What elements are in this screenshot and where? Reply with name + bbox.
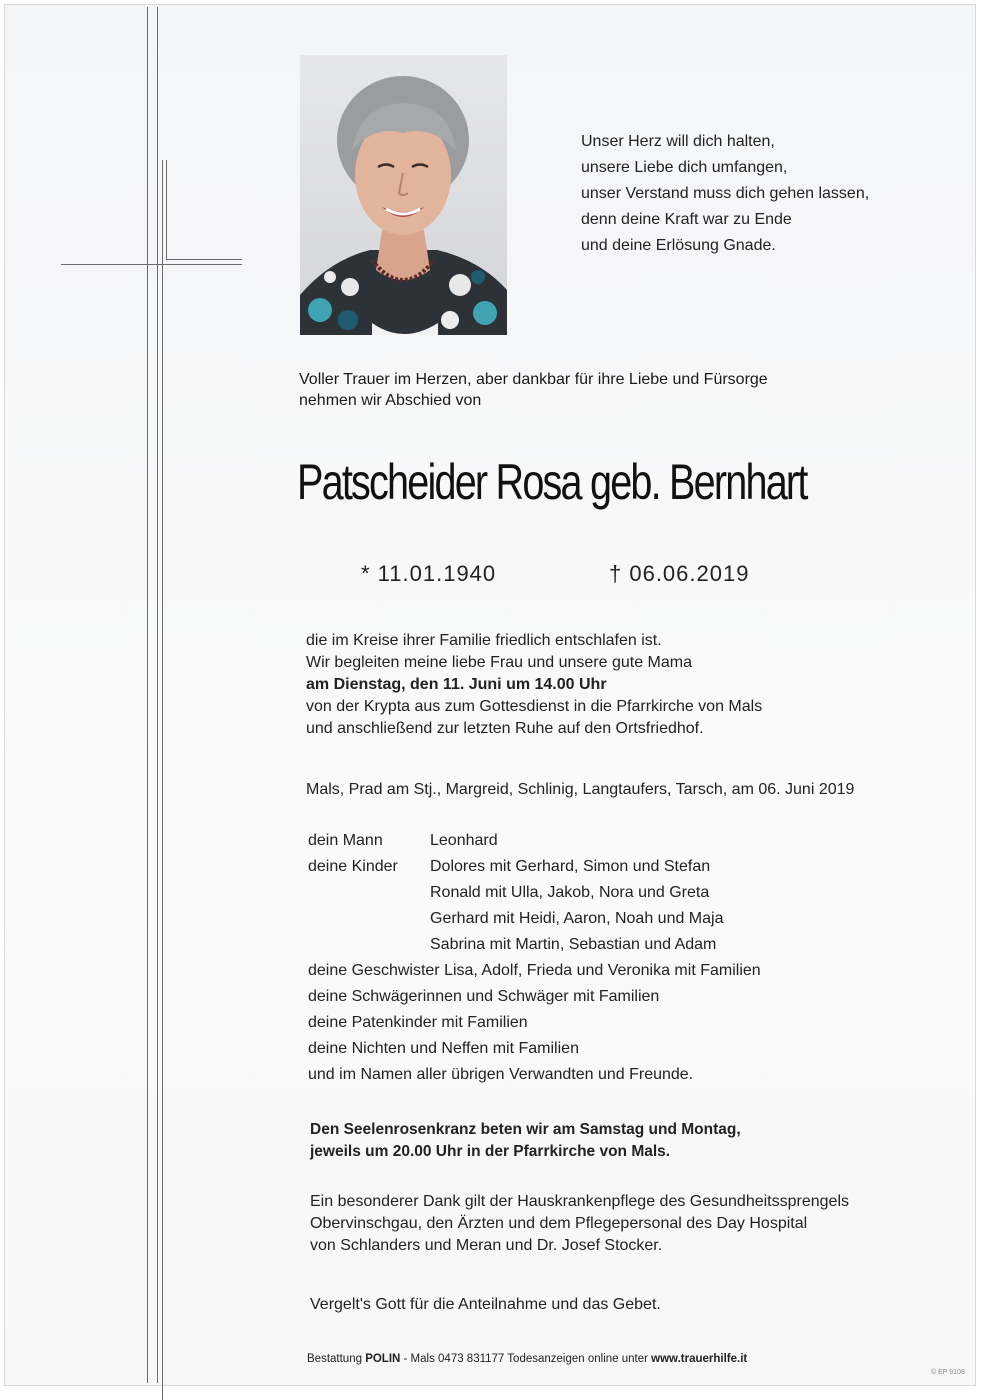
mourner-names: Ronald mit Ulla, Jakob, Nora und Greta	[430, 884, 710, 901]
mourner-row	[308, 932, 948, 958]
mourner-line: deine Geschwister Lisa, Adolf, Frieda und Veronika mit Familien	[308, 962, 761, 979]
rosary-line: jeweils um 20.00 Uhr in der Pfarrkirche von Mals.	[310, 1143, 671, 1160]
service-line: von der Krypta aus zum Gottesdienst in die Pfarrkirche von Mals	[306, 698, 763, 715]
mourner-names: Dolores mit Gerhard, Simon und Stefan	[430, 858, 711, 875]
poem-line: und deine Erlösung Gnade.	[581, 237, 776, 254]
mourner-line: deine Schwägerinnen und Schwäger mit Familien	[308, 988, 660, 1005]
intro-line: nehmen wir Abschied von	[299, 392, 482, 409]
service-line: Wir begleiten meine liebe Frau und unsere gute Mama	[306, 654, 692, 671]
death-date: † 06.06.2019	[609, 561, 750, 586]
poem-line: Unser Herz will dich halten,	[581, 133, 775, 150]
mourner-row	[308, 1062, 948, 1088]
relation-label: deine Kinder	[308, 858, 398, 875]
thanks-line: von Schlanders und Meran und Dr. Josef Stocker.	[310, 1237, 663, 1254]
mourner-names: Gerhard mit Heidi, Aaron, Noah und Maja	[430, 910, 724, 927]
mourner-line: deine Nichten und Neffen mit Familien	[308, 1040, 579, 1057]
birth-date: * 11.01.1940	[361, 561, 497, 586]
cross-vertical-bar	[162, 160, 163, 1400]
mourner-line: und im Namen aller übrigen Verwandten und Freunde.	[308, 1066, 694, 1083]
mourner-row	[308, 984, 948, 1010]
mourner-row	[308, 880, 948, 906]
mourner-row	[308, 828, 948, 854]
service-line: die im Kreise ihrer Familie friedlich entschlafen ist.	[306, 632, 662, 649]
footer	[307, 1353, 747, 1365]
thanks-line: Ein besonderer Dank gilt der Hauskrankenpflege des Gesundheitssprengels	[310, 1193, 849, 1210]
rosary-notice	[310, 1119, 950, 1163]
poem-line: unsere Liebe dich umfangen,	[581, 159, 788, 176]
website-link[interactable]: www.trauerhilfe.it	[651, 1353, 748, 1365]
footer-contact: - Mals 0473 831177 Todesanzeigen online unter	[400, 1353, 652, 1365]
relation-label: dein Mann	[308, 832, 383, 849]
mourner-row	[308, 958, 948, 984]
service-line: und anschließend zur letzten Ruhe auf den Ortsfriedhof.	[306, 720, 704, 737]
intro-text	[299, 369, 899, 411]
place-date: Mals, Prad am Stj., Margreid, Schlinig, Langtaufers, Tarsch, am 06. Juni 2019	[306, 781, 855, 798]
poem-line: unser Verstand muss dich gehen lassen,	[581, 185, 870, 202]
mourner-row	[308, 1036, 948, 1062]
service-info	[306, 630, 946, 740]
cross-horizontal-bar-top	[166, 259, 242, 260]
footer-prefix: Bestattung	[307, 1353, 366, 1365]
thanks-text	[310, 1191, 950, 1257]
print-code: © EP 9108	[931, 1369, 965, 1376]
mourner-line: deine Patenkinder mit Familien	[308, 1014, 528, 1031]
closing-text: Vergelt's Gott für die Anteilnahme und das Gebet.	[310, 1296, 661, 1313]
border-line-inner	[157, 7, 158, 1383]
mourner-row	[308, 1010, 948, 1036]
cross-horizontal-bar	[61, 264, 242, 265]
thanks-line: Obervinschgau, den Ärzten und dem Pflegepersonal des Day Hospital	[310, 1215, 808, 1232]
border-line-outer	[147, 7, 148, 1383]
service-date: am Dienstag, den 11. Juni um 14.00 Uhr	[306, 676, 607, 693]
mourner-row	[308, 854, 948, 880]
intro-line: Voller Trauer im Herzen, aber dankbar für ihre Liebe und Fürsorge	[299, 371, 768, 388]
obituary-page	[4, 4, 976, 1386]
rosary-line: Den Seelenrosenkranz beten wir am Samstag und Montag,	[310, 1121, 741, 1138]
portrait-illustration	[300, 55, 507, 335]
mourner-names: Leonhard	[430, 832, 498, 849]
poem-line: denn deine Kraft war zu Ende	[581, 211, 792, 228]
funeral-company: POLIN	[365, 1353, 401, 1365]
mourner-names: Sabrina mit Martin, Sebastian und Adam	[430, 936, 717, 953]
portrait-photo	[300, 55, 507, 335]
deceased-name: Patscheider Rosa geb. Bernhart	[297, 454, 807, 511]
mourner-row	[308, 906, 948, 932]
mourners-list	[308, 828, 948, 1088]
poem	[581, 129, 941, 259]
cross-vertical-bar-right	[166, 160, 167, 260]
